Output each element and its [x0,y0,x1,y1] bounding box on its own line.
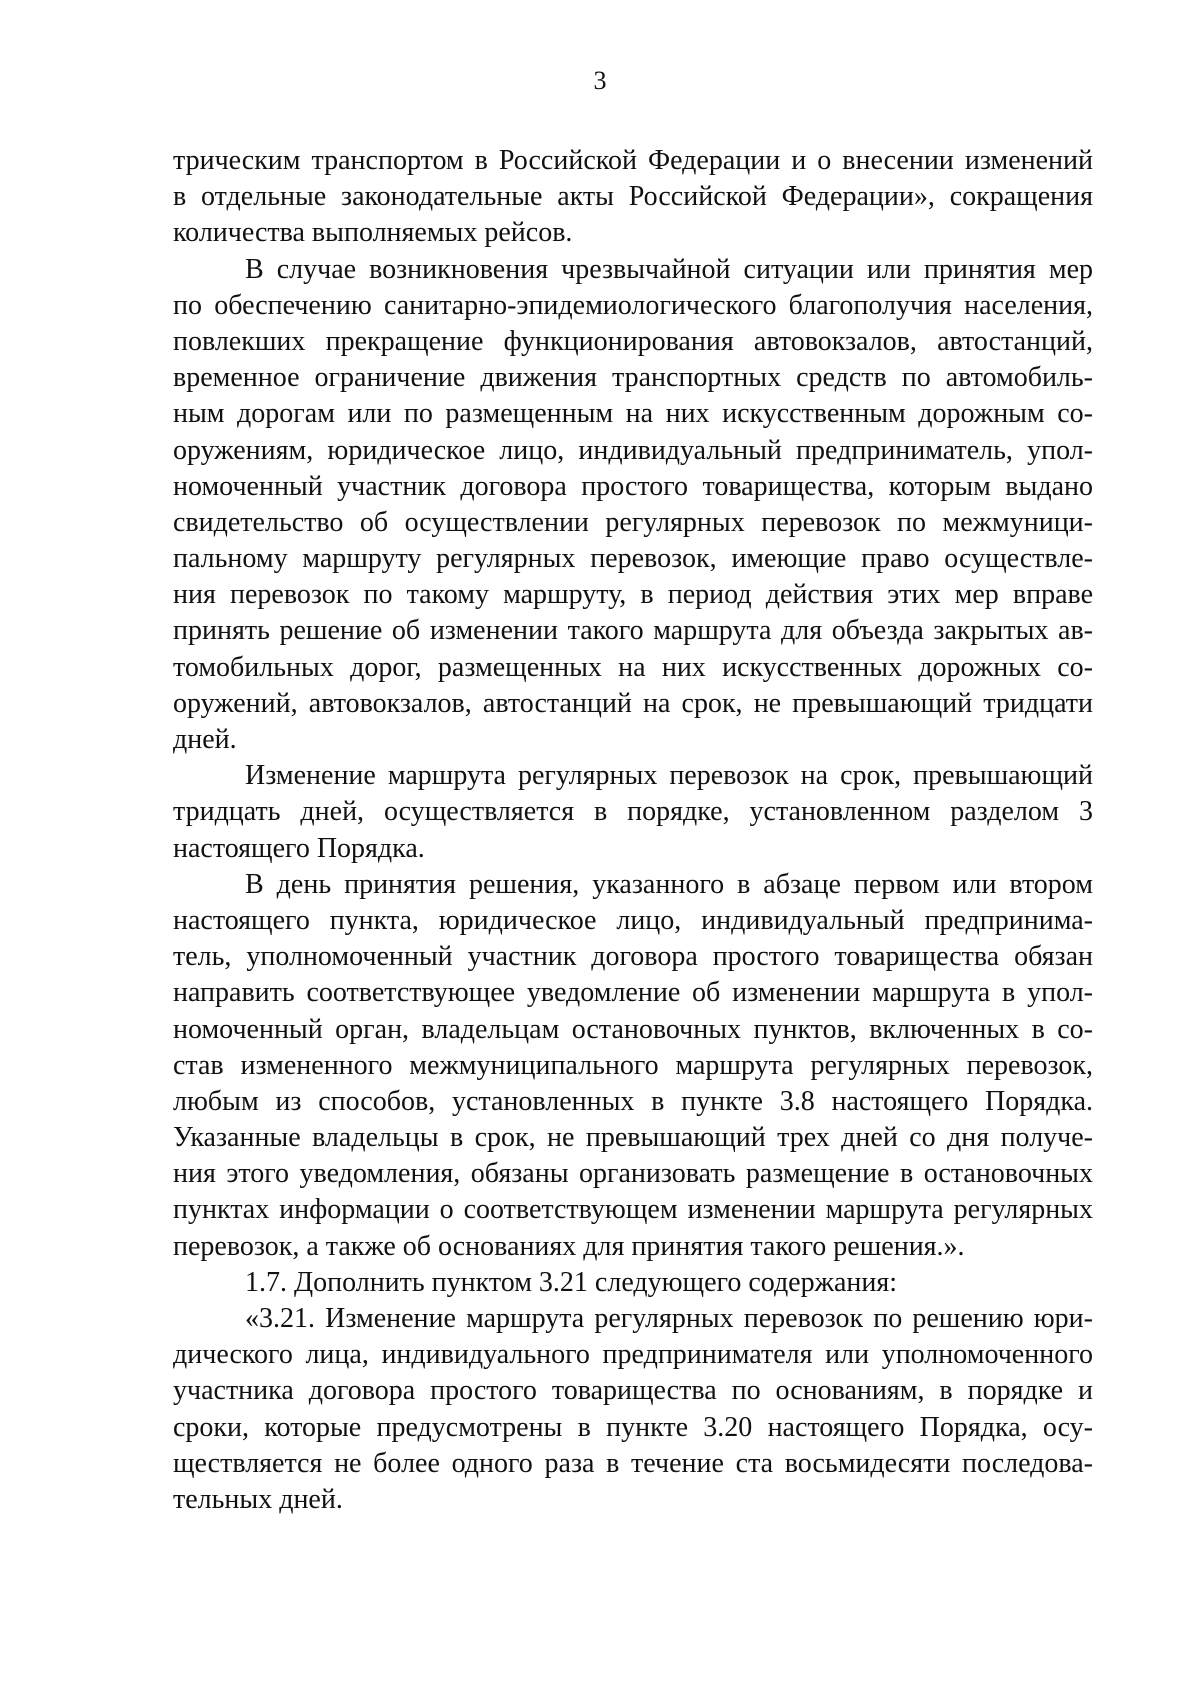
text-line: томобильных дорог, размещенных на них искусственных дорожных со- [173,651,1093,683]
text-line: настоящего Порядка. [173,832,425,864]
text-line: ния этого уведомления, обязаны организовать размещение в остановочных [173,1158,1093,1190]
text-line: ным дорогам или по размещенным на них искусственным дорожным со- [173,398,1093,430]
text-line: 1.7. Дополнить пунктом 3.21 следующего содержания: [245,1266,898,1298]
text-line: трическим транспортом в Российской Федерации и о внесении изменений [173,145,1093,176]
page-number: 3 [593,66,607,95]
text-line: ществляется не более одного раза в течение ста восьмидесяти последова- [173,1447,1093,1479]
text-line: любым из способов, установленных в пункте 3.8 настоящего Порядка. [173,1085,1093,1117]
text-line: дней. [173,724,237,755]
text-line: пальному маршруту регулярных перевозок, имеющие право осуществле- [173,543,1093,575]
text-line: В день принятия решения, указанного в абзаце первом или втором [245,868,1093,900]
text-line: номоченный участник договора простого товарищества, которым выдано [173,470,1093,502]
text-line: настоящего пункта, юридическое лицо, индивидуальный предпринима- [173,904,1093,936]
text-line: по обеспечению санитарно-эпидемиологического благополучия населения, [173,289,1093,321]
text-line: направить соответствующее уведомление об изменении маршрута в упол- [173,977,1093,1009]
text-line: дического лица, индивидуального предпринимателя или уполномоченного [173,1339,1093,1371]
text-line: сроки, которые предусмотрены в пункте 3.20 настоящего Порядка, осу- [173,1411,1093,1443]
text-line: пунктах информации о соответствующем изменении маршрута регулярных [173,1194,1093,1226]
text-line: став измененного межмуниципального маршрута регулярных перевозок, [173,1049,1093,1081]
text-line: количества выполняемых рейсов. [173,217,573,249]
text-line: номоченный орган, владельцам остановочных пунктов, включенных в со- [173,1013,1093,1045]
text-line: в отдельные законодательные акты Российской Федерации», сокращения [173,181,1093,213]
text-line: В случае возникновения чрезвычайной ситуации или принятия мер [245,253,1093,285]
text-line: Указанные владельцы в срок, не превышающий трех дней со дня получе- [173,1122,1093,1154]
text-line: тельных дней. [173,1483,343,1515]
text-line: тель, уполномоченный участник договора простого товарищества обязан [173,941,1093,973]
text-line: принять решение об изменении такого маршрута для объезда закрытых ав- [173,615,1093,647]
text-line: свидетельство об осуществлении регулярных перевозок по межмуници- [173,506,1093,538]
text-line: повлекших прекращение функционирования автовокзалов, автостанций, [173,325,1093,357]
text-line: «3.21. Изменение маршрута регулярных перевозок по решению юри- [245,1303,1093,1334]
text-line: перевозок, а также об основаниях для принятия такого решения.». [173,1230,965,1262]
text-line: ния перевозок по такому маршруту, в период действия этих мер вправе [173,579,1093,611]
text-line: Изменение маршрута регулярных перевозок на срок, превышающий [245,760,1093,792]
text-line: временное ограничение движения транспортных средств по автомобиль- [173,362,1093,394]
document-body [173,143,1093,1518]
text-line: участника договора простого товарищества по основаниям, в порядке и [173,1375,1093,1407]
text-line: оружениям, юридическое лицо, индивидуальный предприниматель, упол- [173,434,1093,466]
text-line: оружений, автовокзалов, автостанций на срок, не превышающий тридцати [173,687,1093,719]
text-line: тридцать дней, осуществляется в порядке, установленном разделом 3 [173,796,1093,828]
